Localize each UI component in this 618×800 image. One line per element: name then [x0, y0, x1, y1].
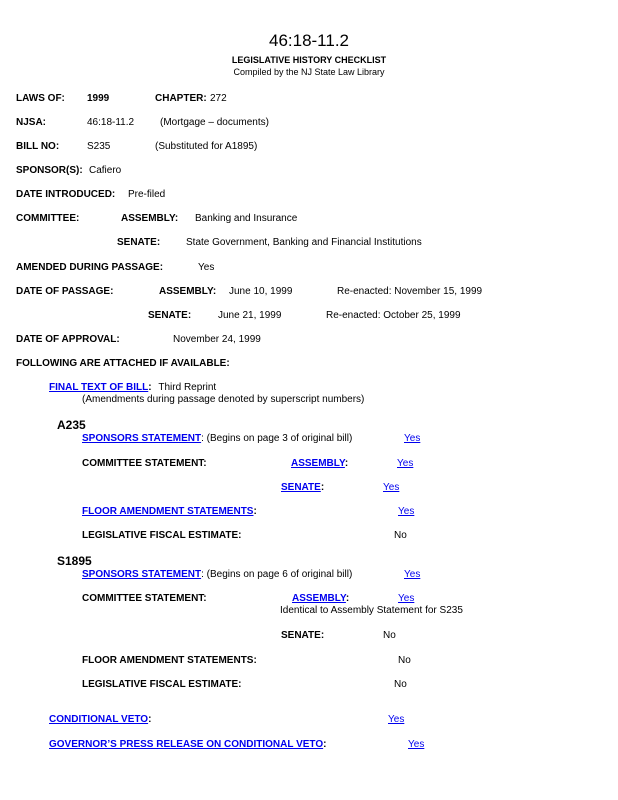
s1895-floor-label: FLOOR AMENDMENT STATEMENTS: — [82, 655, 257, 666]
committee-assembly-label: ASSEMBLY: — [121, 213, 179, 224]
s1895-sponsors-statement-link[interactable]: SPONSORS STATEMENT — [82, 569, 202, 580]
date-introduced-label: DATE INTRODUCED: — [16, 189, 116, 200]
passage-assembly-reenacted: Re-enacted: November 15, 1999 — [337, 286, 483, 297]
s1895-fiscal-value: No — [394, 679, 407, 690]
a235-floor-colon: : — [253, 506, 257, 517]
committee-senate-label: SENATE: — [117, 237, 161, 248]
njsa-value: 46:18-11.2 — [87, 117, 135, 128]
passage-assembly-label: ASSEMBLY: — [159, 286, 217, 297]
page-title: 46:18-11.2 — [268, 31, 350, 50]
laws-of-value: 1999 — [87, 93, 110, 104]
s1895-sponsors-note: : (Begins on page 6 of original bill) — [201, 569, 353, 580]
s1895-committee-label: COMMITTEE STATEMENT: — [82, 593, 207, 604]
s1895-assembly-note: Identical to Assembly Statement for S235 — [280, 605, 463, 616]
bill-no-note: (Substituted for A1895) — [155, 141, 258, 152]
laws-of-label: LAWS OF: — [16, 93, 65, 104]
chapter-label: CHAPTER: — [155, 93, 207, 104]
approval-label: DATE OF APPROVAL: — [16, 334, 120, 345]
a235-committee-label: COMMITTEE STATEMENT: — [82, 458, 207, 469]
conditional-veto-colon: : — [148, 714, 152, 725]
a235-senate-link[interactable]: SENATE — [281, 482, 321, 493]
checklist-subtitle: LEGISLATIVE HISTORY CHECKLIST — [231, 55, 387, 65]
chapter-value: 272 — [210, 93, 227, 104]
a235-senate-yes-link[interactable]: Yes — [383, 482, 400, 493]
passage-label: DATE OF PASSAGE: — [16, 286, 114, 297]
final-text-value: Third Reprint — [158, 382, 217, 393]
press-release-link[interactable]: GOVERNOR’S PRESS RELEASE ON CONDITIONAL VETO — [49, 739, 324, 750]
a235-sponsors-row — [82, 433, 352, 444]
final-text-note: (Amendments during passage denoted by superscript numbers) — [82, 394, 365, 405]
amended-label: AMENDED DURING PASSAGE: — [16, 262, 164, 273]
press-release-row — [49, 739, 326, 750]
final-text-row — [49, 382, 216, 393]
conditional-veto-yes-link[interactable]: Yes — [388, 714, 405, 725]
njsa-note: (Mortgage – documents) — [160, 117, 269, 128]
a235-senate-colon: : — [320, 482, 325, 493]
conditional-veto-row — [49, 714, 151, 725]
a235-sponsors-yes-link[interactable]: Yes — [404, 433, 421, 444]
a235-senate-row — [281, 482, 324, 493]
a235-assembly-colon: : — [344, 458, 349, 469]
njsa-label: NJSA: — [16, 117, 47, 128]
s1895-sponsors-yes-link[interactable]: Yes — [404, 569, 421, 580]
a235-sponsors-note: : (Begins on page 3 of original bill) — [201, 433, 353, 444]
s1895-floor-value: No — [398, 655, 411, 666]
a235-assembly-link[interactable]: ASSEMBLY — [291, 458, 345, 469]
a235-floor-amendment-link[interactable]: FLOOR AMENDMENT STATEMENTS — [82, 506, 254, 517]
passage-senate-label: SENATE: — [148, 310, 192, 321]
approval-value: November 24, 1999 — [173, 334, 261, 345]
passage-assembly-date: June 10, 1999 — [229, 286, 293, 297]
s1895-assembly-row — [292, 593, 349, 604]
bill-no-value: S235 — [87, 141, 111, 152]
committee-senate-value: State Government, Banking and Financial Institutions — [186, 237, 422, 248]
passage-senate-date: June 21, 1999 — [218, 310, 282, 321]
s1895-assembly-link[interactable]: ASSEMBLY — [292, 593, 346, 604]
s1895-heading: S1895 — [57, 554, 92, 568]
s1895-senate-label: SENATE: — [281, 630, 325, 641]
final-text-link[interactable]: FINAL TEXT OF BILL — [49, 382, 149, 393]
committee-label: COMMITTEE: — [16, 213, 80, 224]
a235-heading: A235 — [57, 418, 86, 432]
a235-floor-row — [82, 506, 257, 517]
sponsors-label: SPONSOR(S): — [16, 165, 83, 176]
passage-senate-reenacted: Re-enacted: October 25, 1999 — [326, 310, 461, 321]
a235-fiscal-label: LEGISLATIVE FISCAL ESTIMATE: — [82, 530, 242, 541]
conditional-veto-link[interactable]: CONDITIONAL VETO — [49, 714, 149, 725]
committee-assembly-value: Banking and Insurance — [195, 213, 298, 224]
date-introduced-value: Pre-filed — [128, 189, 166, 200]
s1895-assembly-yes-link[interactable]: Yes — [398, 593, 415, 604]
attached-heading: FOLLOWING ARE ATTACHED IF AVAILABLE: — [16, 358, 230, 369]
a235-floor-yes-link[interactable]: Yes — [398, 506, 415, 517]
s1895-senate-value: No — [383, 630, 396, 641]
a235-sponsors-statement-link[interactable]: SPONSORS STATEMENT — [82, 433, 202, 444]
bill-no-label: BILL NO: — [16, 141, 60, 152]
a235-assembly-yes-link[interactable]: Yes — [397, 458, 414, 469]
a235-fiscal-value: No — [394, 530, 407, 541]
s1895-fiscal-label: LEGISLATIVE FISCAL ESTIMATE: — [82, 679, 242, 690]
sponsors-value: Cafiero — [89, 165, 122, 176]
s1895-assembly-colon: : — [345, 593, 350, 604]
press-release-colon: : — [323, 739, 327, 750]
s1895-sponsors-row — [82, 569, 352, 580]
a235-assembly-row — [291, 458, 348, 469]
final-text-colon: : — [148, 382, 152, 393]
amended-value: Yes — [198, 262, 215, 273]
press-release-yes-link[interactable]: Yes — [408, 739, 425, 750]
compiled-by: Compiled by the NJ State Law Library — [233, 67, 385, 77]
